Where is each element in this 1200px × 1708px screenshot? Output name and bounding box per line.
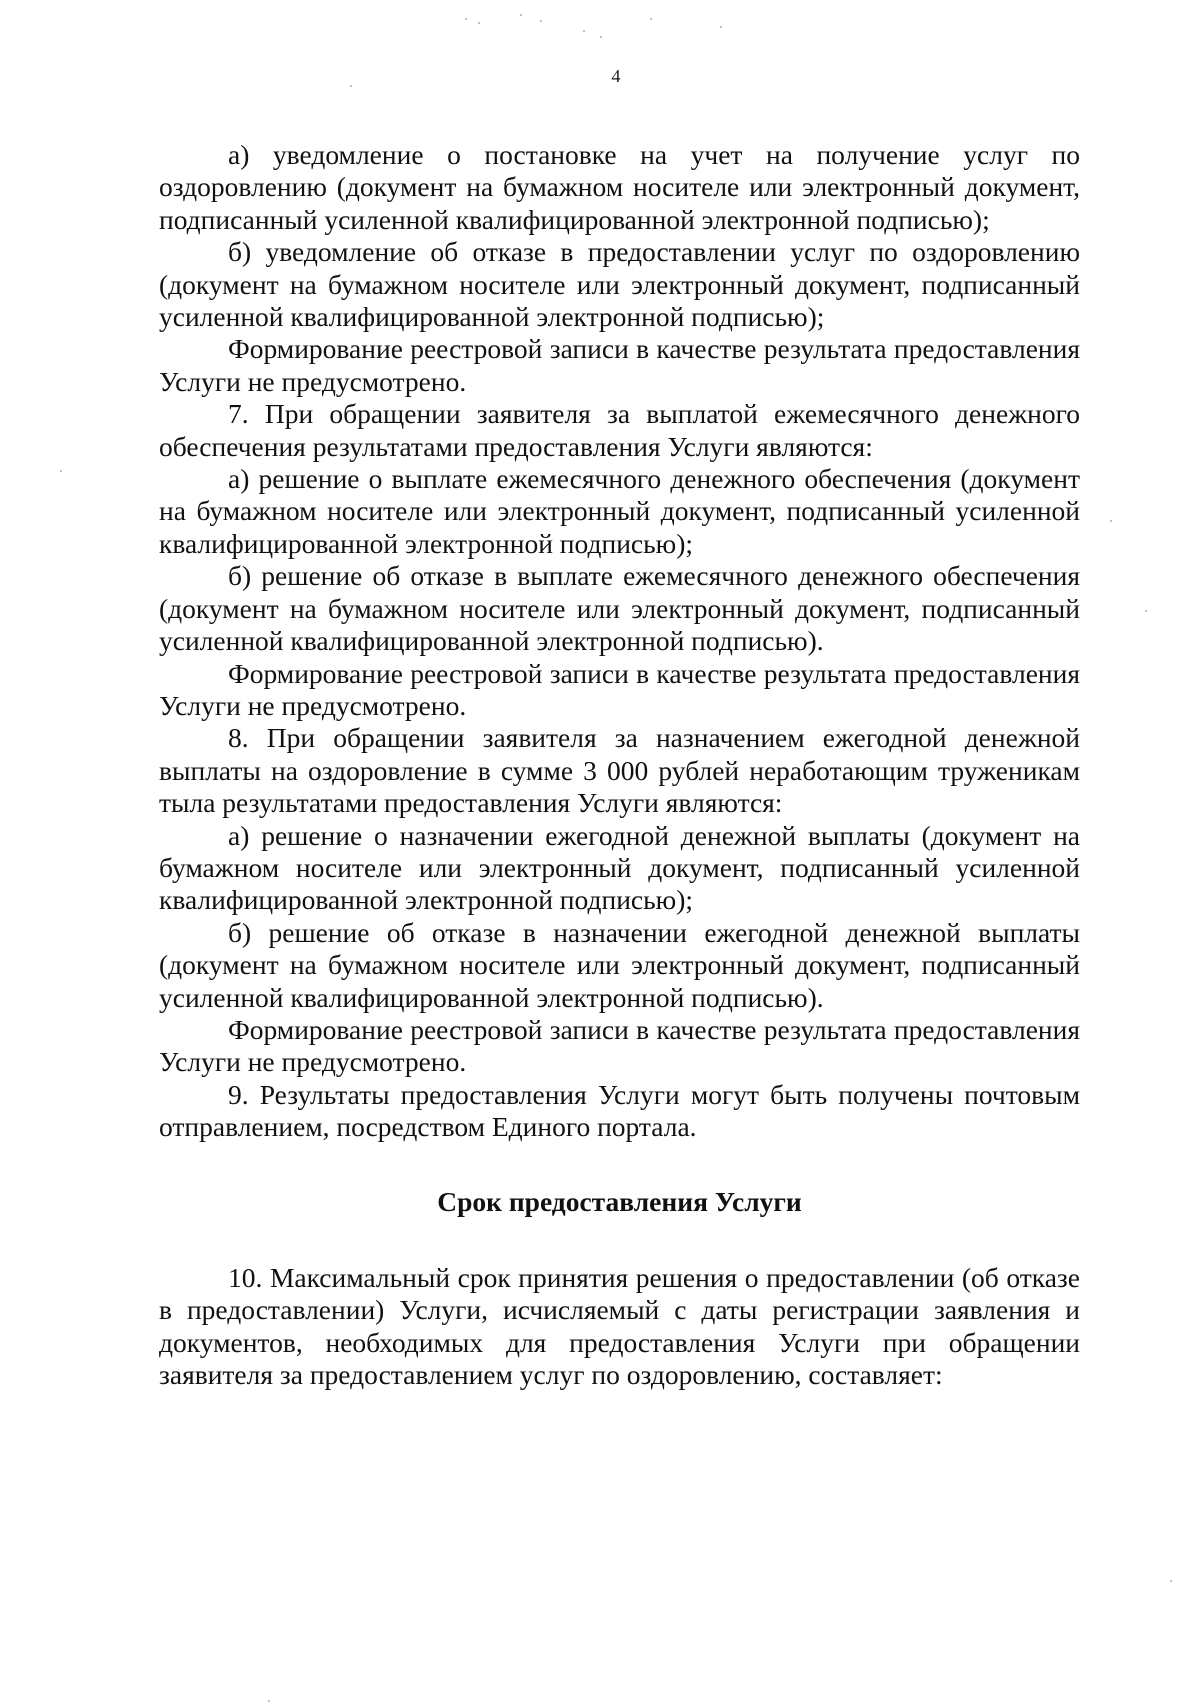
paragraph: Формирование реестровой записи в качестве результата предоставления Услуги не предусмотрено. [159, 657, 1080, 721]
paragraph: а) решение о выплате ежемесячного денежного обеспечения (документ на бумажном носителе или электронный документ, подписанный усиленной квалифицированной электронной подписью); [159, 463, 1080, 559]
scan-artifact [600, 36, 602, 38]
paragraph: б) решение об отказе в назначении ежегодной денежной выплаты (документ на бумажном носителе или электронный документ, подписанный усиленной квалифицированной электронной подписью). [159, 916, 1080, 1013]
scan-artifact [1170, 1580, 1172, 1582]
page-number: 4 [611, 66, 621, 86]
paragraph: 7. При обращении заявителя за выплатой ежемесячного денежного обеспечения результатами предоставления Услуги являются: [159, 398, 1080, 462]
paragraph: б) решение об отказе в выплате ежемесячного денежного обеспечения (документ на бумажном носителе или электронный документ, подписанный усиленной квалифицированной электронной подписью). [159, 560, 1080, 657]
scan-artifact [1145, 610, 1147, 612]
paragraph: 8. При обращении заявителя за назначением ежегодной денежной выплаты на оздоровление в сумме 3 000 рублей неработающим труженикам тыла результатами предоставления Услуги являются: [159, 722, 1080, 819]
paragraph: Формирование реестровой записи в качестве результата предоставления Услуги не предусмотрено. [159, 333, 1080, 397]
paragraph: а) уведомление о постановке на учет на получение услуг по оздоровлению (документ на бумажном носителе или электронный документ, подписанный усиленной квалифицированной электронной подписью); [159, 139, 1080, 235]
scan-artifact [465, 18, 467, 20]
section-heading: Срок предоставления Услуги [437, 1185, 802, 1217]
paragraph: б) уведомление об отказе в предоставлении услуг по оздоровлению (документ на бумажном носителе или электронный документ, подписанный усиленной квалифицированной электронной подписью); [159, 236, 1080, 333]
paragraph: Формирование реестровой записи в качестве результата предоставления Услуги не предусмотрено. [159, 1013, 1080, 1078]
spacer [159, 1241, 1080, 1262]
scan-artifact [60, 470, 62, 472]
paragraph: 9. Результаты предоставления Услуги могут быть получены почтовым отправлением, посредством Единого портала. [159, 1078, 1080, 1143]
document-body [159, 139, 1080, 1392]
scan-artifact [478, 22, 480, 24]
scan-artifact [720, 26, 722, 28]
paragraph: а) решение о назначении ежегодной денежной выплаты (документ на бумажном носителе или электронный документ, подписанный усиленной квалифицированной электронной подписью); [159, 819, 1080, 916]
scan-artifact [268, 1700, 270, 1702]
scan-artifact [520, 14, 522, 16]
scan-artifact [583, 30, 585, 32]
scan-artifact [1110, 520, 1112, 522]
paragraph: 10. Максимальный срок принятия решения о предоставлении (об отказе в предоставлении) Услуги, исчисляемый с даты регистрации заявления и документов, необходимых для предоставления Услуги при обращении заявителя за предоставлением услуг по оздоровлению, составляет: [159, 1262, 1080, 1391]
scan-artifact [540, 20, 542, 22]
scan-artifact [650, 18, 652, 20]
spacer [159, 1144, 1080, 1165]
